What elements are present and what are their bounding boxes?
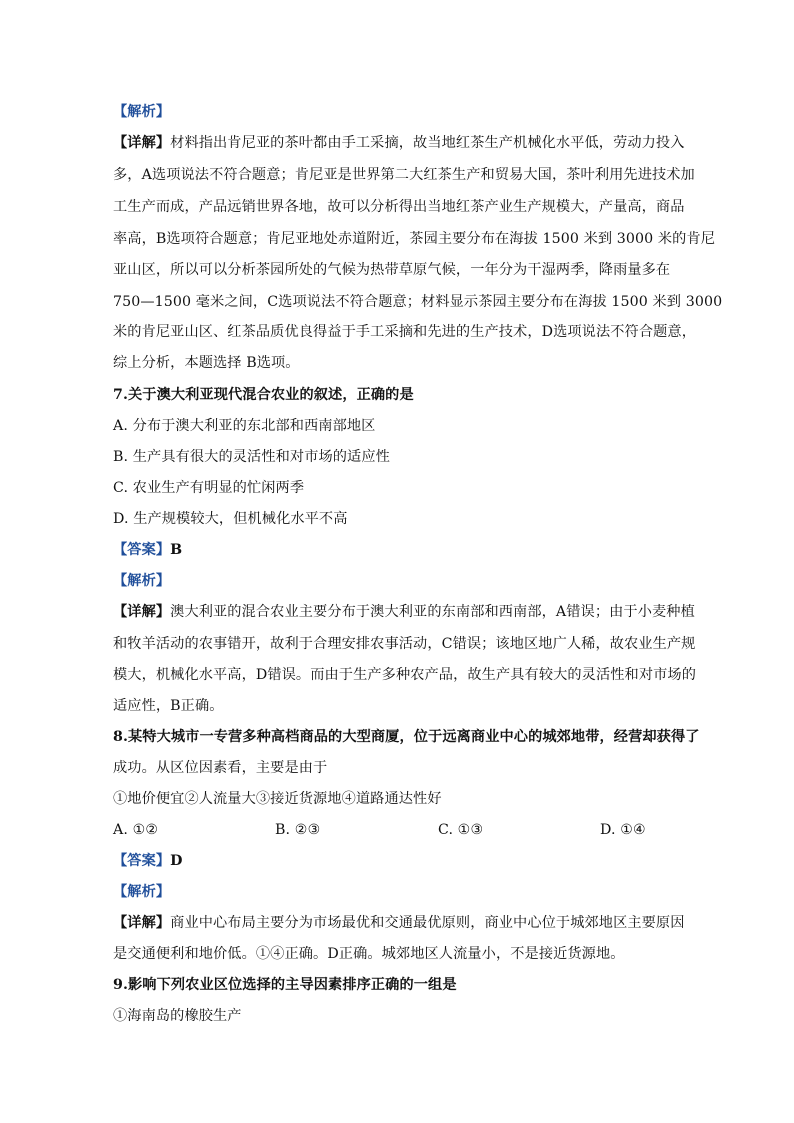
analysis-heading: 【解析】 (113, 104, 171, 120)
question-7-stem: 7.关于澳大利亚现代混合农业的叙述，正确的是 (113, 387, 414, 403)
analysis-line: 亚山区，所以可以分析茶园所处的气候为热带草原气候，一年分为干湿两季，降雨量多在 (113, 262, 671, 278)
question-7-answer: 【答案】B (113, 542, 183, 558)
question-8-factors: ①地价便宜②人流量大③接近货源地④道路通达性好 (113, 791, 442, 807)
question-7-detail-line: 适应性，B正确。 (113, 698, 224, 714)
question-8-options (113, 820, 683, 840)
question-7-detail-line: 【详解】澳大利亚的混合农业主要分布于澳大利亚的东南部和西南部，A错误；由于小麦种植 (113, 604, 695, 620)
question-8-answer: 【答案】D (113, 853, 183, 869)
question-8-option-b: B. ②③ (275, 822, 321, 838)
question-7-option-d: D. 生产规模较大，但机械化水平不高 (113, 511, 348, 527)
question-8-analysis-heading: 【解析】 (113, 884, 171, 900)
analysis-line: 工生产而成，产品远销世界各地，故可以分析得出当地红茶产业生产规模大，产量高，商品 (113, 199, 685, 215)
question-8-option-c: C. ①③ (438, 822, 484, 838)
question-7-detail-line: 和牧羊活动的农事错开，故利于合理安排农事活动，C错误；该地区地广人稀，故农业生产规 (113, 636, 696, 652)
question-8-stem: 8.某特大城市一专营多种高档商品的大型商厦，位于远离商业中心的城郊地带，经营却获得了 (113, 729, 700, 745)
answer-value: D (170, 853, 183, 869)
question-7-option-a: A. 分布于澳大利亚的东北部和西南部地区 (113, 418, 376, 434)
analysis-line: 【详解】材料指出肯尼亚的茶叶都由手工采摘，故当地红茶生产机械化水平低，劳动力投入 (113, 135, 685, 151)
detail-label: 【详解】 (113, 135, 171, 151)
question-8-detail-line: 【详解】商业中心布局主要分为市场最优和交通最优原则，商业中心位于城郊地区主要原因 (113, 915, 685, 931)
analysis-line: 综上分析，本题选择 B选项。 (113, 355, 300, 371)
question-8-detail-line: 是交通便利和地价低。①④正确。D正确。城郊地区人流量小，不是接近货源地。 (113, 946, 625, 962)
question-9-item: ①海南岛的橡胶生产 (113, 1008, 242, 1024)
detail-label: 【详解】 (113, 915, 171, 931)
question-7-option-b: B. 生产具有很大的灵活性和对市场的适应性 (113, 449, 390, 465)
analysis-line: 多，A选项说法不符合题意；肯尼亚是世界第二大红茶生产和贸易大国，茶叶利用先进技术加 (113, 167, 695, 183)
question-8-option-a: A. ①② (113, 822, 159, 838)
question-8-option-d: D. ①④ (600, 822, 646, 838)
detail-label: 【详解】 (113, 604, 171, 620)
analysis-line: 米的肯尼亚山区、红茶品质优良得益于手工采摘和先进的生产技术，D选项说法不符合题意， (113, 324, 696, 340)
question-7-analysis-heading: 【解析】 (113, 573, 171, 589)
analysis-line: 率高，B选项符合题意；肯尼亚地处赤道附近，茶园主要分布在海拔 1500 米到 3000 米的肯尼 (113, 231, 716, 247)
question-7-detail-line: 模大，机械化水平高，D错误。而由于生产多种农产品，故生产具有较大的灵活性和对市场的 (113, 667, 696, 683)
question-7-option-c: C. 农业生产有明显的忙闲两季 (113, 480, 305, 496)
analysis-line: 750—1500 毫米之间，C选项说法不符合题意；材料显示茶园主要分布在海拔 1500 米到 3000 (113, 294, 723, 310)
answer-value: B (170, 542, 183, 558)
question-9-stem: 9.影响下列农业区位选择的主导因素排序正确的一组是 (113, 977, 457, 993)
question-8-stem: 成功。从区位因素看，主要是由于 (113, 760, 328, 776)
